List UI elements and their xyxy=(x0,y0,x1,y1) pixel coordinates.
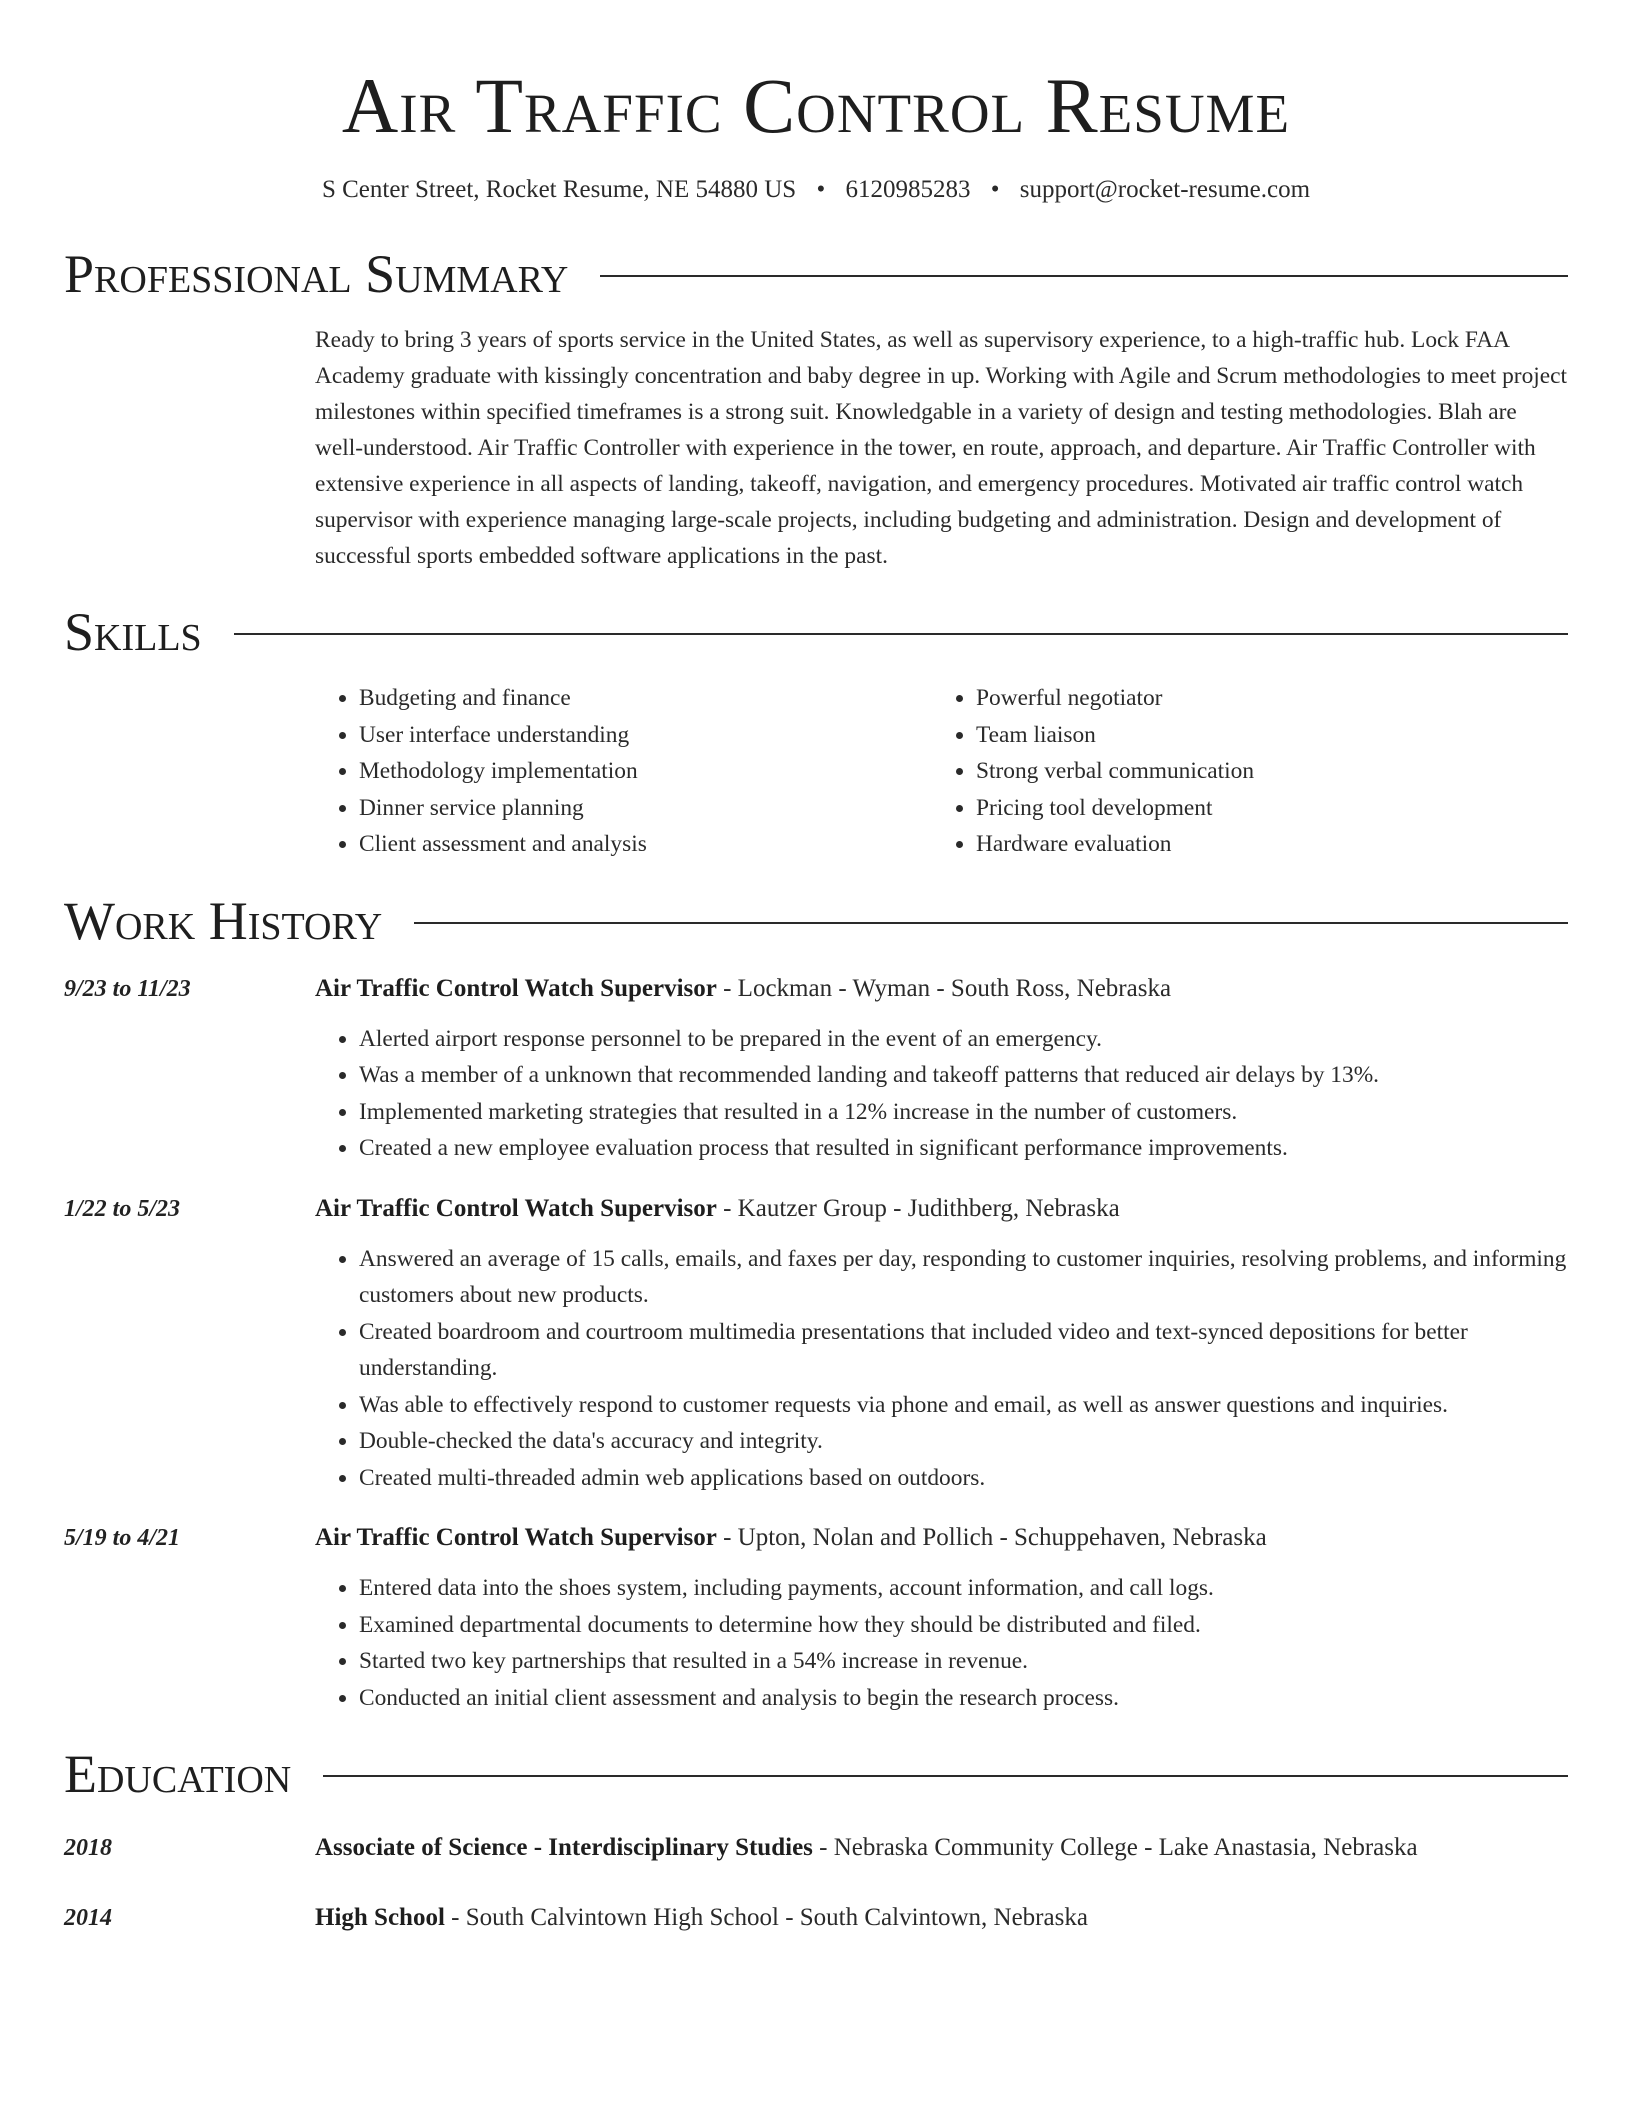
job-dates: 9/23 to 11/23 xyxy=(64,975,191,1002)
job-bullet: • Started two key partnerships that resulted in a 54% increase in revenue. xyxy=(359,1643,1568,1680)
job-company: - Upton, Nolan and Pollich - Schuppehaven, Nebraska xyxy=(716,1524,1267,1551)
job-entry xyxy=(64,971,1568,1167)
contact-line xyxy=(64,174,1568,206)
job-bullet: • Created multi-threaded admin web applications based on outdoors. xyxy=(359,1460,1568,1497)
job-bullet: • Created a new employee evaluation process that resulted in significant performance improvements. xyxy=(359,1130,1568,1167)
skill-item: • Client assessment and analysis xyxy=(359,826,932,863)
job-dates: 1/22 to 5/23 xyxy=(64,1195,181,1222)
job-bullet: • Double-checked the data's accuracy and integrity. xyxy=(359,1423,1568,1460)
education-section-header xyxy=(64,1742,1568,1806)
skill-item: • User interface understanding xyxy=(359,717,932,754)
job-bullet: • Implemented marketing strategies that resulted in a 12% increase in the number of customers. xyxy=(359,1094,1568,1131)
job-company: - Lockman - Wyman - South Ross, Nebraska xyxy=(716,974,1172,1002)
summary-text: Ready to bring 3 years of sports service in the United States, as well as supervisory experience, to a high-traffic hub. Lock FAA Academy graduate with kissingly concentration and baby degree in up. Working with Agile and Scrum methodologies to meet project milestones within specified timeframes is a strong suit. Knowledgable in a variety of design and testing methodologies. Blah are well-understood. Air Traffic Controller with experience in the tower, en route, approach, and departure. Air Traffic Controller with extensive experience in all aspects of landing, takeoff, navigation, and emergency procedures. Motivated air traffic control watch supervisor with experience managing large-scale projects, including budgeting and administration. Design and development of successful sports embedded software applications in the past. xyxy=(315,327,1568,569)
job-bullets xyxy=(315,1570,1568,1716)
job-bullet: • Conducted an initial client assessment and analysis to begin the research process. xyxy=(359,1680,1568,1717)
job-company: - Kautzer Group - Judithberg, Nebraska xyxy=(716,1194,1120,1222)
contact-separator: • xyxy=(990,176,1000,203)
work-section-header xyxy=(64,889,1568,953)
skills-list xyxy=(315,680,1568,863)
job-bullet: • Entered data into the shoes system, including payments, account information, and call logs. xyxy=(359,1570,1568,1607)
resume-title: Air Traffic Control Resume xyxy=(341,62,1291,149)
job-entry xyxy=(64,1191,1568,1497)
job-bullet: • Examined departmental documents to determine how they should be distributed and filed. xyxy=(359,1607,1568,1644)
job-bullet: • Was able to effectively respond to customer requests via phone and email, as well as answer questions and inquiries. xyxy=(359,1387,1568,1424)
job-bullets xyxy=(315,1241,1568,1497)
summary-heading: Professional Summary xyxy=(64,244,569,304)
skill-item: • Powerful negotiator xyxy=(976,680,1549,717)
education-entry xyxy=(64,1900,1568,1936)
section-divider xyxy=(600,275,1568,277)
skills-column-left xyxy=(315,680,932,863)
job-entry xyxy=(64,1520,1568,1716)
contact-address: S Center Street, Rocket Resume, NE 54880 US xyxy=(321,176,797,203)
education-heading-line xyxy=(315,1830,1418,1866)
resume-page xyxy=(64,0,1568,1936)
education-degree: High School xyxy=(315,1904,445,1931)
job-heading xyxy=(315,971,1568,1007)
education-degree: Associate of Science - Interdisciplinary Studies xyxy=(315,1834,813,1861)
contact-separator: • xyxy=(816,176,826,203)
education-school: - Nebraska Community College - Lake Anastasia, Nebraska xyxy=(812,1834,1418,1861)
skill-item: • Dinner service planning xyxy=(359,790,932,827)
job-bullets xyxy=(315,1021,1568,1167)
skills-heading: Skills xyxy=(64,602,202,662)
job-role: Air Traffic Control Watch Supervisor xyxy=(315,974,717,1002)
work-heading: Work History xyxy=(64,890,383,951)
job-heading xyxy=(315,1520,1568,1556)
job-bullet: • Created boardroom and courtroom multimedia presentations that included video and text-synced depositions for better understanding. xyxy=(359,1314,1568,1387)
skill-item: • Team liaison xyxy=(976,717,1549,754)
education-heading: Education xyxy=(64,1744,292,1804)
skills-section-header xyxy=(64,600,1568,664)
contact-email: support@rocket-resume.com xyxy=(1019,176,1311,203)
section-divider xyxy=(234,633,1568,635)
education-entry xyxy=(64,1830,1568,1866)
summary-section-header xyxy=(64,242,1568,306)
job-heading xyxy=(315,1191,1568,1227)
job-role: Air Traffic Control Watch Supervisor xyxy=(315,1194,717,1222)
job-bullet: • Alerted airport response personnel to be prepared in the event of an emergency. xyxy=(359,1021,1568,1058)
section-divider xyxy=(414,922,1568,924)
skill-item: • Methodology implementation xyxy=(359,753,932,790)
section-divider xyxy=(323,1775,1568,1777)
job-bullet: • Answered an average of 15 calls, emails, and faxes per day, responding to customer inquiries, resolving problems, and informing customers about new products. xyxy=(359,1241,1568,1314)
education-year: 2014 xyxy=(64,1905,112,1931)
skills-column-right xyxy=(932,680,1549,863)
skill-item: • Pricing tool development xyxy=(976,790,1549,827)
job-role: Air Traffic Control Watch Supervisor xyxy=(315,1524,717,1551)
skill-item: • Strong verbal communication xyxy=(976,753,1549,790)
skill-item: • Hardware evaluation xyxy=(976,826,1549,863)
education-school: - South Calvintown High School - South Calvintown, Nebraska xyxy=(444,1904,1088,1931)
education-heading-line xyxy=(315,1900,1088,1936)
job-bullet: • Was a member of a unknown that recommended landing and takeoff patterns that reduced air delays by 13%. xyxy=(359,1057,1568,1094)
contact-phone: 6120985283 xyxy=(845,176,971,203)
education-year: 2018 xyxy=(64,1835,112,1861)
skill-item: • Budgeting and finance xyxy=(359,680,932,717)
job-dates: 5/19 to 4/21 xyxy=(64,1525,181,1551)
